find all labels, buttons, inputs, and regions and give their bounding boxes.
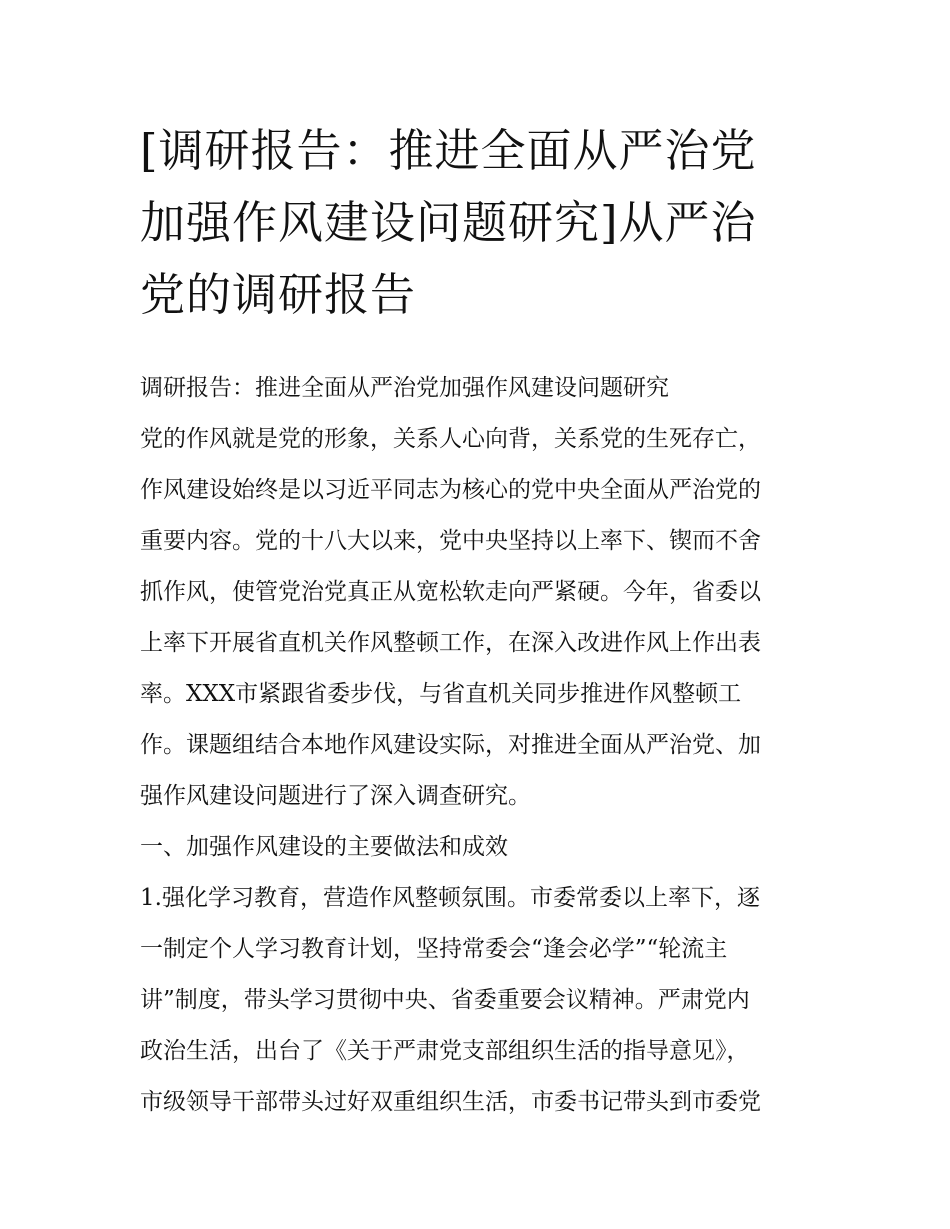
document-body	[140, 363, 820, 1128]
paragraph-line: 作风建设始终是以习近平同志为核心的党中央全面从严治党的	[140, 477, 761, 503]
paragraph-line: 党的作风就是党的形象，关系人心向背，关系党的生死存亡，	[140, 426, 761, 452]
paragraph-line: 作。课题组结合本地作风建设实际，对推进全面从严治党、加	[140, 732, 761, 758]
paragraph-line: 讲”制度，带头学习贯彻中央、省委重要会议精神。严肃党内	[140, 987, 750, 1013]
paragraph-line: 一制定个人学习教育计划，坚持常委会“逢会必学”“轮流主	[140, 936, 728, 962]
paragraph-line: 上率下开展省直机关作风整顿工作，在深入改进作风上作出表	[140, 630, 761, 656]
paragraph-line: 政治生活，出台了《关于严肃党支部组织生活的指导意见》，	[140, 1038, 750, 1064]
paragraph-line: 强作风建设问题进行了深入调查研究。	[140, 783, 531, 809]
title-line: 党的调研报告	[140, 268, 417, 321]
paragraph-line: 市级领导干部带头过好双重组织生活，市委书记带头到市委党	[140, 1089, 761, 1115]
document-page	[140, 115, 820, 1128]
document-title	[140, 115, 820, 331]
paragraph-line: 抓作风，使管党治党真正从宽松软走向严紧硬。今年，省委以	[140, 579, 761, 605]
subtitle-line: 调研报告：推进全面从严治党加强作风建设问题研究	[140, 375, 669, 401]
title-line: 加强作风建设问题研究]从严治	[140, 196, 757, 249]
title-line: [调研报告：推进全面从严治党	[140, 124, 757, 177]
paragraph-line: 率。XXX市紧跟省委步伐，与省直机关同步推进作风整顿工	[140, 681, 742, 707]
paragraph-line: 重要内容。党的十八大以来，党中央坚持以上率下、锲而不舍	[140, 528, 761, 554]
paragraph-line: 1.强化学习教育，营造作风整顿氛围。市委常委以上率下，逐	[140, 885, 760, 911]
section-heading: 一、加强作风建设的主要做法和成效	[140, 834, 508, 860]
